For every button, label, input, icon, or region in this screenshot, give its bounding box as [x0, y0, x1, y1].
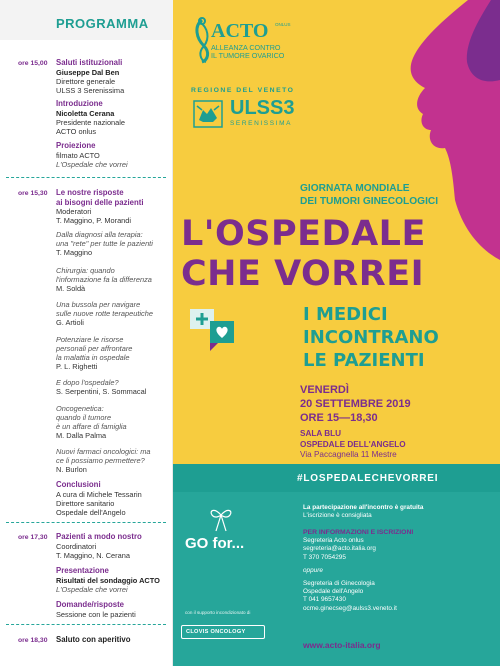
- divider: [6, 624, 166, 625]
- hashtag: #LOSPEDALECHEVORREI: [297, 473, 439, 484]
- divider: [6, 522, 166, 523]
- program-item: Le nostre risposte ai bisogni delle pazienti Moderatori T. Maggino, P. Morandi: [56, 188, 144, 225]
- website-link[interactable]: www.acto-italia.org: [303, 640, 381, 650]
- acto-onlus: ONLUS: [275, 22, 291, 27]
- acto-subtitle: ALLEANZA CONTRO IL TUMORE OVARICO: [211, 43, 285, 60]
- program-item: Una bussola per navigare sulle nuove rotte terapeutiche G. Artioli: [56, 300, 153, 327]
- program-item: Conclusioni A cura di Michele Tessarin Direttore sanitario Ospedale dell'Angelo: [56, 480, 142, 517]
- region-label: REGIONE DEL VENETO: [191, 87, 295, 94]
- ulss-name: ULSS3: [230, 97, 295, 119]
- time-label: ore 18,30: [18, 637, 48, 644]
- headline-subtitle: I MEDICI INCONTRANO LE PAZIENTI: [303, 304, 439, 371]
- acto-name: ACTO: [211, 20, 269, 42]
- email-link[interactable]: segreteria@acto.italia.org: [303, 545, 376, 553]
- program-item: Chirurgia: quando l'informazione fa la differenza M. Soldà: [56, 266, 152, 293]
- event-location: SALA BLU OSPEDALE DELL'ANGELO Via Paccagnella 11 Mestre: [300, 429, 406, 459]
- main-title-line1: L'OSPEDALE: [181, 214, 426, 254]
- program-item: Presentazione Risultati del sondaggio ACTO L'Ospedale che vorrei: [56, 566, 160, 594]
- gofor-label: GO for...: [185, 535, 245, 552]
- time-label: ore 15,00: [18, 60, 48, 67]
- program-item: Potenziare le risorse personali per affrontare la malattia in ospedale P. L. Righetti: [56, 335, 133, 371]
- participation-note: La partecipazione all'incontro è gratuita L'iscrizione è consigliata: [303, 504, 424, 520]
- contact-info: PER INFORMAZIONI E ISCRIZIONI Segreteria Acto onlus segreteria@acto.italia.org T 370 7054295 oppure Segreteria di Ginecologia Ospedale dell'Angelo T 041 9657430 ocme.ginecseg@aulss3.veneto.it: [303, 529, 493, 613]
- support-label: con il supporto incondizionato di: [185, 610, 251, 615]
- event-date: VENERDÌ 20 SETTEMBRE 2019 ORE 15—18,30: [300, 384, 411, 424]
- time-label: ore 15,30: [18, 190, 48, 197]
- program-title: PROGRAMMA: [56, 16, 149, 31]
- event-subtitle: GIORNATA MONDIALE DEI TUMORI GINECOLOGICI: [300, 183, 439, 207]
- ulss-serenissima: SERENISSIMA: [230, 120, 293, 127]
- program-item: E dopo l'ospedale? S. Serpentini, S. Sommacal: [56, 378, 147, 396]
- program-item: Introduzione Nicoletta Cerana Presidente nazionale ACTO onlus: [56, 99, 126, 136]
- program-item: Nuovi farmaci oncologici: ma ce li possiamo permettere? N. Burlon: [56, 447, 151, 474]
- lion-icon: [193, 100, 223, 128]
- clovis-logo-text: CLOVIS ONCOLOGY: [186, 629, 246, 635]
- program-item: Saluti istituzionali Giuseppe Dal Ben Direttore generale ULSS 3 Serenissima: [56, 58, 125, 95]
- email-link[interactable]: ocme.ginecseg@aulss3.veneto.it: [303, 604, 397, 612]
- chat-bubbles-icon: [188, 305, 238, 355]
- divider: [6, 177, 166, 178]
- poster-main: [173, 0, 500, 666]
- program-column: [0, 0, 173, 666]
- program-item: Pazienti a modo nostro Coordinatori T. Maggino, N. Cerana: [56, 532, 142, 560]
- time-label: ore 17,30: [18, 534, 48, 541]
- program-item: Saluto con aperitivo: [56, 635, 131, 644]
- program-item: Domande/risposte Sessione con le pazienti: [56, 600, 136, 619]
- main-title-line2: CHE VORREI: [181, 254, 425, 294]
- program-item: Dalla diagnosi alla terapia: una "rete" per tutte le pazienti T. Maggino: [56, 230, 153, 257]
- program-item: Proiezione filmato ACTO L'Ospedale che vorrei: [56, 141, 128, 169]
- ribbon-bow-icon: [208, 505, 234, 533]
- program-item: Oncogenetica: quando il tumore è un affare di famiglia M. Dalla Palma: [56, 404, 127, 440]
